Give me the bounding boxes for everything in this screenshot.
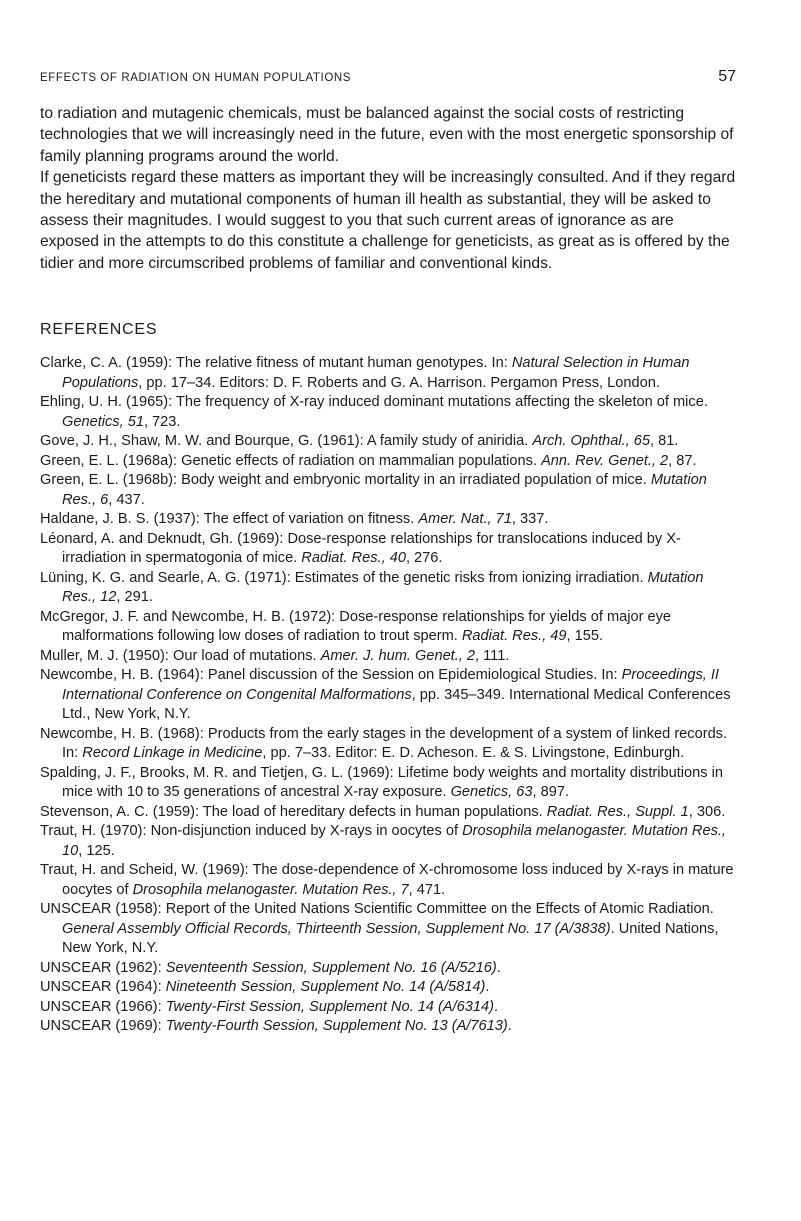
reference-text: UNSCEAR (1958): Report of the United Nations Scientific Committee on the Effects of Atomic Radiation.	[40, 901, 714, 917]
reference-entry	[40, 647, 736, 667]
reference-text: Ehling, U. H. (1965): The frequency of X-ray induced dominant mutations affecting the skeleton of mice.	[40, 394, 708, 410]
reference-text: UNSCEAR (1964):	[40, 979, 166, 995]
reference-source: Drosophila melanogaster. Mutation Res., 7	[132, 881, 409, 898]
reference-text: , 291.	[116, 589, 153, 605]
body-text	[40, 103, 736, 274]
reference-text: .	[485, 979, 490, 995]
reference-entry	[40, 666, 736, 725]
running-head	[40, 68, 736, 86]
reference-entry	[40, 978, 736, 998]
reference-text: , 897.	[532, 784, 570, 800]
paragraph: If geneticists regard these matters as important they will be increasingly consulted. And if they regard the hereditary and mutational components of human ill health as substantial, they will be asked to assess their magnitudes. I would suggest to you that such current areas of ignorance as are exposed in the attempts to do this constitute a challenge for geneticists, as great as is offered by the tidier and more circumscribed problems of familiar and conventional kinds.	[40, 169, 736, 272]
reference-entry	[40, 1017, 736, 1037]
reference-text: , 306.	[688, 803, 726, 820]
reference-source: Seventeenth Session, Supplement No. 16 (A/5216)	[165, 959, 497, 976]
reference-source: Genetics, 63	[450, 784, 533, 800]
page-number: 57	[718, 68, 736, 85]
reference-text: , 276.	[405, 550, 443, 566]
reference-source: General Assembly Official Records, Thirteenth Session, Supplement No. 17 (A/3838)	[62, 920, 611, 937]
reference-text: UNSCEAR (1966):	[40, 998, 166, 1015]
reference-text: Green, E. L. (1968b): Body weight and embryonic mortality in an irradiated population of mice.	[40, 472, 651, 488]
reference-entry	[40, 354, 736, 393]
reference-source: Amer. Nat., 71	[418, 511, 512, 527]
reference-entry	[40, 822, 736, 861]
reference-text: , 81.	[650, 433, 679, 449]
reference-text: , pp. 17–34. Editors: D. F. Roberts and G. A. Harrison. Pergamon Press, London.	[138, 374, 660, 391]
reference-entry	[40, 998, 736, 1018]
reference-source: Radiat. Res., Suppl. 1	[546, 803, 689, 820]
reference-entry	[40, 530, 736, 569]
reference-entry	[40, 900, 736, 959]
reference-text: , 155.	[566, 628, 604, 644]
reference-entry	[40, 725, 736, 764]
reference-source: Radiat. Res., 40	[301, 550, 406, 566]
reference-text: .	[507, 1018, 512, 1034]
reference-source: Twenty-First Session, Supplement No. 14 (A/6314)	[165, 998, 494, 1015]
reference-text: Gove, J. H., Shaw, M. W. and Bourque, G. (1961): A family study of aniridia.	[40, 433, 533, 449]
reference-source: Genetics, 51	[62, 413, 144, 430]
reference-text: UNSCEAR (1969):	[40, 1018, 166, 1034]
reference-text: Traut, H. and Scheid, W. (1969): The dose-dependence of X-chromosome loss induced by X-rays in mature oocytes of	[40, 862, 734, 898]
reference-text: , 125.	[78, 842, 115, 859]
reference-entry	[40, 608, 736, 647]
reference-text: , pp. 7–33. Editor: E. D. Acheson. E. & S. Livingstone, Edinburgh.	[262, 745, 685, 761]
reference-source: Record Linkage in Medicine	[82, 745, 263, 761]
reference-text: McGregor, J. F. and Newcombe, H. B. (1972): Dose-response relationships for yields of major eye malformations following low doses of radiation to trout sperm.	[40, 608, 672, 644]
reference-text: Clarke, C. A. (1959): The relative fitness of mutant human genotypes. In:	[40, 355, 512, 371]
reference-text: , 87.	[668, 452, 697, 469]
reference-entry	[40, 861, 736, 900]
reference-entry	[40, 959, 736, 979]
reference-entry	[40, 452, 736, 472]
reference-text: . United Nations, New York, N.Y.	[62, 920, 719, 956]
reference-source: Amer. J. hum. Genet., 2	[320, 647, 476, 664]
reference-text: .	[493, 998, 499, 1015]
reference-text: , 437.	[108, 491, 145, 508]
reference-list	[40, 354, 736, 1037]
reference-entry	[40, 803, 736, 823]
reference-text: , 723.	[143, 413, 181, 430]
reference-source: Proceedings, II International Conference on Congenital Malformations	[62, 667, 719, 703]
reference-text: .	[496, 959, 501, 976]
reference-text: Muller, M. J. (1950): Our load of mutations.	[40, 647, 321, 664]
reference-text: UNSCEAR (1962):	[40, 959, 166, 976]
reference-text: Newcombe, H. B. (1964): Panel discussion of the Session on Epidemiological Studies. In:	[40, 667, 622, 683]
reference-source: Ann. Rev. Genet., 2	[541, 452, 669, 469]
reference-source: Radiat. Res., 49	[461, 628, 567, 644]
reference-source: Natural Selection in Human Populations	[62, 355, 690, 391]
reference-source: Drosophila melanogaster. Mutation Res., 10	[62, 823, 726, 859]
reference-source: Twenty-Fourth Session, Supplement No. 13 (A/7613)	[165, 1018, 508, 1034]
references-heading: REFERENCES	[40, 321, 158, 338]
reference-text: , 111.	[475, 647, 510, 664]
reference-source: Mutation Res., 6	[62, 472, 707, 508]
reference-source: Mutation Res., 12	[62, 569, 704, 605]
reference-text: , pp. 345–349. International Medical Conferences Ltd., New York, N.Y.	[62, 686, 731, 722]
reference-text: Lüning, K. G. and Searle, A. G. (1971): Estimates of the genetic risks from ionizing irradiation.	[40, 569, 648, 586]
reference-text: , 337.	[511, 511, 549, 527]
reference-source: Arch. Ophthal., 65	[532, 433, 651, 449]
reference-entry	[40, 569, 736, 608]
reference-text: Traut, H. (1970): Non-disjunction induced by X-rays in oocytes of	[40, 823, 463, 839]
running-title: EFFECTS OF RADIATION ON HUMAN POPULATIONS	[40, 72, 352, 84]
reference-text: Newcombe, H. B. (1968): Products from the early stages in the development of a system of linked records. In:	[40, 725, 728, 761]
reference-text: , 471.	[408, 881, 446, 898]
reference-entry	[40, 471, 736, 510]
reference-entry	[40, 510, 736, 530]
reference-entry	[40, 764, 736, 803]
paragraph: to radiation and mutagenic chemicals, must be balanced against the social costs of restricting technologies that we will increasingly need in the future, even with the most energetic sponsorship of family planning programs around the world.	[40, 105, 734, 165]
reference-entry	[40, 393, 736, 432]
reference-text: Green, E. L. (1968a): Genetic effects of radiation on mammalian populations.	[40, 452, 542, 469]
reference-text: Léonard, A. and Deknudt, Gh. (1969): Dose-response relationships for translocations induced by X-irradiation in spermatogonia of mice.	[40, 530, 681, 566]
reference-text: Spalding, J. F., Brooks, M. R. and Tietjen, G. L. (1969): Lifetime body weights and mortality distributions in mice with 10 to 35 generations of ancestral X-ray exposure.	[40, 764, 723, 800]
reference-entry	[40, 432, 736, 452]
reference-text: Haldane, J. B. S. (1937): The effect of variation on fitness.	[40, 511, 419, 527]
reference-source: Nineteenth Session, Supplement No. 14 (A/5814)	[165, 979, 486, 995]
reference-text: Stevenson, A. C. (1959): The load of hereditary defects in human populations.	[40, 803, 547, 820]
